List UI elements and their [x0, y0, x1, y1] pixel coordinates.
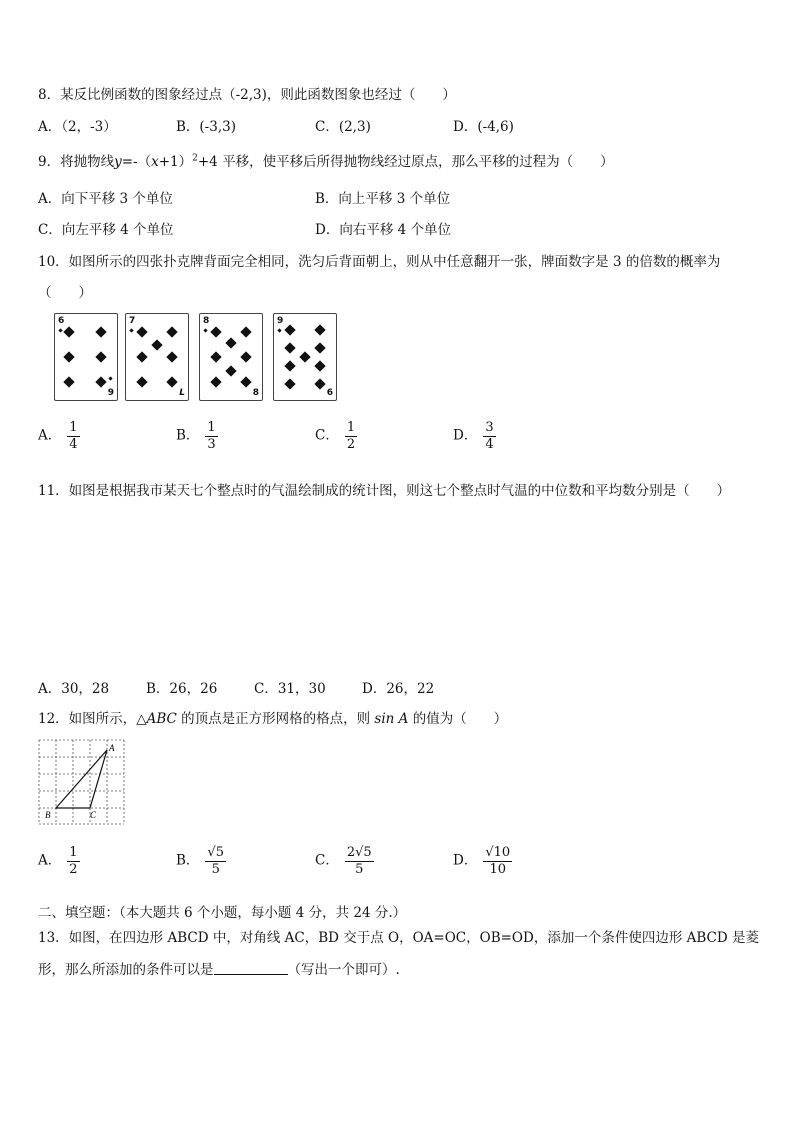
diamond-icon	[314, 324, 325, 335]
q10-option-d	[453, 421, 496, 451]
option-letter: A．	[38, 852, 62, 869]
q12-stem-prefix: 12．如图所示，	[38, 711, 137, 727]
diamond-icon	[166, 351, 177, 362]
denominator: 2	[346, 436, 356, 452]
diamond-icon	[225, 365, 236, 376]
option-letter: C．	[315, 427, 339, 444]
diamond-icon	[136, 376, 147, 387]
card-rank-bottom: 8	[252, 388, 259, 398]
diamond-icon	[210, 351, 221, 362]
option-letter: B．	[176, 852, 200, 869]
diamond-icon	[136, 326, 147, 337]
diamond-icon	[210, 376, 221, 387]
q12-stem-mid: 的顶点是正方形网格的格点，则	[176, 711, 375, 727]
diamond-icon	[314, 360, 325, 371]
option-letter: A．	[38, 427, 62, 444]
q9-option-d: D．向右平移 4 个单位	[315, 222, 451, 238]
numerator: 1	[207, 420, 216, 435]
q12-option-c	[315, 846, 374, 876]
diamond-icon	[63, 326, 74, 337]
q13-line2-suffix: （写出一个即可）.	[287, 962, 400, 978]
numerator: √10	[485, 845, 511, 860]
diamond-icon	[63, 376, 74, 387]
q9-stem-prefix: 9．将抛物线	[38, 154, 115, 170]
diamond-icon	[284, 342, 295, 353]
answer-blank[interactable]	[214, 962, 288, 975]
diamond-icon	[314, 342, 325, 353]
diamond-icon	[63, 351, 74, 362]
q12-stem-suffix: 的值为（ ）	[408, 711, 508, 727]
diamond-icon	[203, 328, 207, 332]
triangle-abc	[56, 750, 107, 808]
diamond-icon	[277, 328, 281, 332]
q11-option-c: C．31，30	[254, 681, 326, 697]
diamond-icon	[225, 337, 236, 348]
q12-sin: sin A	[374, 711, 409, 727]
diamond-icon	[58, 328, 62, 332]
fraction	[205, 846, 226, 876]
diamond-icon	[166, 326, 177, 337]
diamond-icon	[210, 326, 221, 337]
q10-stem-paren: （ ）	[38, 285, 92, 301]
denominator: 10	[489, 861, 507, 877]
playing-card-7	[125, 313, 189, 401]
fraction	[205, 421, 217, 451]
q13-line2	[38, 958, 400, 978]
denominator: 5	[211, 861, 220, 877]
numerator-coefficient: 2	[346, 845, 356, 860]
q12-option-a	[38, 846, 80, 876]
fraction	[345, 846, 374, 876]
grid-triangle-figure	[36, 738, 128, 828]
label-a: A	[109, 743, 115, 753]
option-letter: C．	[315, 852, 339, 869]
diamond-icon	[95, 326, 106, 337]
diamond-icon	[284, 324, 295, 335]
q9-var-x: x	[151, 154, 159, 170]
card-rank-bottom: 9	[107, 388, 114, 398]
diamond-icon	[284, 360, 295, 371]
q11-option-d: D．26，22	[362, 681, 435, 697]
numerator: √5	[207, 845, 224, 860]
q13-line2-prefix: 形，那么所添加的条件可以是	[38, 962, 214, 978]
fraction	[345, 421, 357, 451]
diamond-icon	[151, 339, 162, 350]
q12-stem	[38, 707, 507, 727]
label-b: B	[45, 810, 51, 820]
numerator-radical: √5	[355, 845, 372, 860]
card-rank-bottom: L	[179, 388, 185, 398]
q12-option-d	[453, 846, 512, 876]
q9-option-a: A．向下平移 3 个单位	[38, 191, 173, 207]
fraction	[67, 846, 79, 876]
q9-eq-tail: +1）	[158, 154, 193, 170]
q10-option-b	[176, 421, 218, 451]
fraction	[483, 421, 495, 451]
diamond-icon	[95, 351, 106, 362]
q8-option-a: A．（2，-3）	[38, 119, 117, 135]
numerator	[345, 846, 374, 862]
fraction	[67, 421, 79, 451]
diamond-icon	[108, 376, 112, 380]
numerator: 1	[69, 420, 78, 435]
diamond-icon	[284, 378, 295, 389]
section-2-title: 二、填空题：（本大题共 6 个小题，每小题 4 分，共 24 分.）	[38, 905, 407, 921]
playing-card-8	[199, 313, 263, 401]
playing-card-6	[54, 313, 118, 401]
q11-stem: 11．如图是根据我市某天七个整点时的气温绘制成的统计图，则这七个整点时气温的中位数和平均数分别是（ ）	[38, 483, 731, 499]
diamond-icon	[136, 351, 147, 362]
q8-option-c: C．(2,3)	[315, 119, 371, 135]
card-rank-bottom: 6	[326, 388, 333, 398]
option-letter: D．	[453, 852, 478, 869]
denominator: 5	[355, 861, 364, 877]
numerator: 1	[346, 420, 356, 435]
q10-option-a	[38, 421, 80, 451]
numerator: 1	[69, 845, 78, 860]
card-rank: 8	[203, 316, 210, 326]
q12-option-b	[176, 846, 226, 876]
numerator: 3	[485, 420, 494, 435]
q13-line1: 13．如图，在四边形 ABCD 中，对角线 AC，BD 交于点 O，OA=OC，OB=OD，添加一个条件使四边形 ABCD 是菱	[38, 930, 759, 946]
diamond-icon	[299, 351, 310, 362]
denominator: 3	[207, 436, 216, 452]
q12-triangle: △ABC	[136, 711, 177, 727]
diamond-icon	[129, 328, 133, 332]
diamond-icon	[240, 351, 251, 362]
q8-option-d: D．(-4,6)	[453, 119, 514, 135]
q9-eq: =-（	[121, 154, 152, 170]
diamond-icon	[166, 376, 177, 387]
denominator: 4	[485, 436, 494, 452]
option-letter: B．	[176, 427, 200, 444]
diamond-icon	[95, 376, 106, 387]
q9-stem-suffix: +4 平移，使平移后所得抛物线经过原点，那么平移的过程为（ ）	[197, 154, 614, 170]
denominator: 4	[69, 436, 78, 452]
q9-exponent: 2	[192, 153, 198, 164]
denominator: 2	[69, 861, 78, 877]
card-rank: 6	[58, 316, 65, 326]
card-rank: 7	[129, 316, 136, 326]
diamond-icon	[314, 378, 325, 389]
diamond-icon	[240, 376, 251, 387]
q10-stem: 10．如图所示的四张扑克牌背面完全相同，洗匀后背面朝上，则从中任意翻开一张，牌面数字是 3 的倍数的概率为	[38, 254, 721, 270]
playing-card-9	[273, 313, 337, 401]
q8-option-b: B．(-3,3)	[176, 119, 236, 135]
diamond-icon	[240, 326, 251, 337]
q11-option-b: B．26，26	[146, 681, 218, 697]
q8-stem: 8．某反比例函数的图象经过点（-2,3)，则此函数图象也经过（ ）	[38, 87, 456, 103]
label-c: C	[90, 810, 97, 820]
card-rank: 9	[277, 316, 284, 326]
q9-option-b: B．向上平移 3 个单位	[315, 191, 451, 207]
fraction	[483, 846, 512, 876]
q9-stem	[38, 150, 614, 170]
q11-option-a: A．30，28	[38, 681, 110, 697]
q9-var-y: y	[114, 154, 122, 170]
option-letter: D．	[453, 427, 478, 444]
q9-option-c: C．向左平移 4 个单位	[38, 222, 174, 238]
q10-option-c	[315, 421, 357, 451]
